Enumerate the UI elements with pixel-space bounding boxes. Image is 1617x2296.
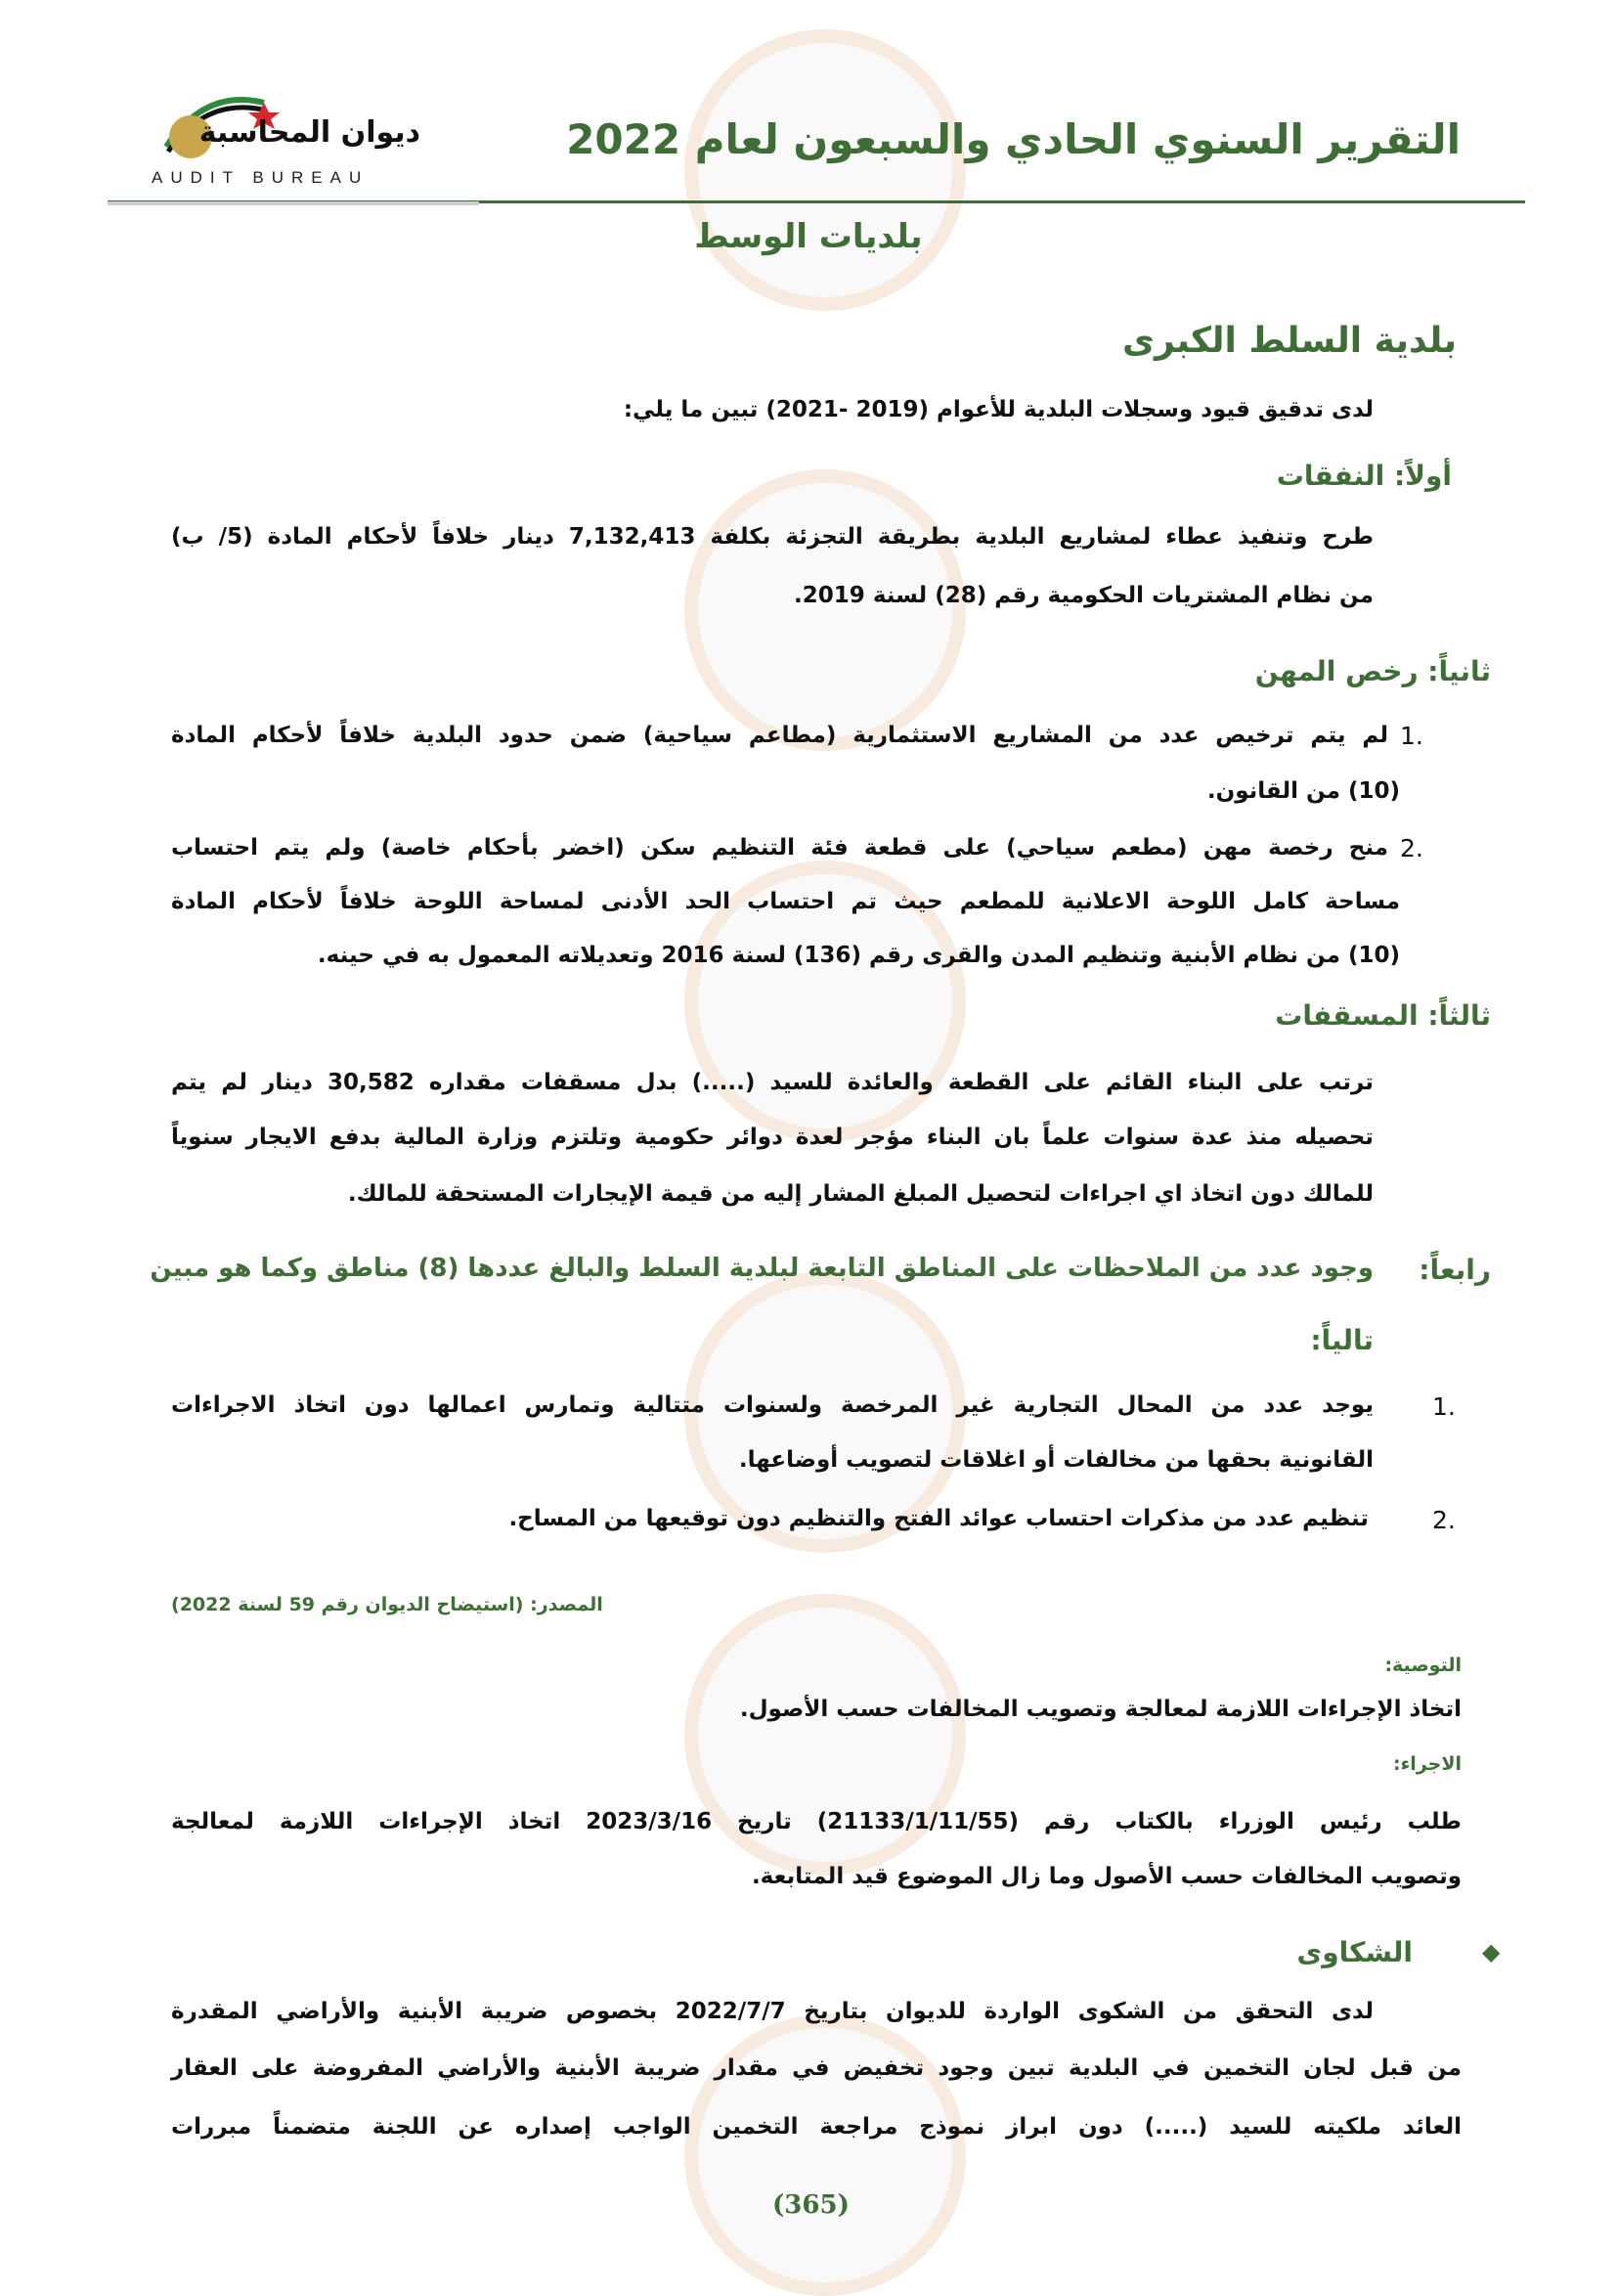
report-title: التقرير السنوي الحادي والسبعون لعام 2022 [566,115,1461,163]
intro-text: لدى تدقيق قيود وسجلات البلدية للأعوام (2019 -2021) تبين ما يلي: [623,397,1374,422]
logo [147,59,420,196]
action-line: طلب رئيس الوزراء بالكتاب رقم (21133/1/11/55) تاريخ 2023/3/16 اتخاذ الإجراءات اللازمة لمعالجة [171,1809,1462,1834]
list-item-line: منح رخصة مهن (مطعم سياحي) على قطعة فئة التنظيم سكن (اخضر بأحكام خاصة) ولم يتم احتساب [171,835,1388,861]
heading-fourth-continued: تالياً: [1310,1324,1374,1356]
paragraph-line: للمالك دون اتخاذ اي اجراءات لتحصيل المبلغ المشار إليه من قيمة الإيجارات المستحقة للمالك. [347,1181,1374,1207]
list-number: 1. [1432,1392,1456,1421]
paragraph-line: تحصيله منذ عدة سنوات علماً بان البناء مؤجر لعدة دوائر حكومية وتلتزم وزارة المالية بدفع الايجار سنوياً [171,1125,1374,1150]
logo-arabic-text: ديوان المحاسبة [198,115,420,150]
list-number: 2. [1400,834,1423,862]
list-number: 2. [1432,1506,1456,1534]
page-number: (365) [772,2190,850,2220]
heading-expenses: أولاً: النفقات [1276,460,1452,492]
heading-professional-licenses: ثانياً: رخص المهن [1254,655,1491,687]
heading-roofed-buildings: ثالثاً: المسقفات [1275,999,1491,1032]
list-item-line: لم يتم ترخيص عدد من المشاريع الاستثمارية (مطاعم سياحية) ضمن حدود البلدية خلافاً لأحكام المادة [171,723,1388,748]
paragraph-line: من نظام المشتريات الحكومية رقم (28) لسنة 2019. [794,583,1374,608]
list-item-line: يوجد عدد من المحال التجارية غير المرخصة ولسنوات متتالية وتمارس اعمالها دون اتخاذ الاجراءات [171,1392,1374,1418]
logo-english-text: AUDIT BUREAU [152,168,370,187]
action-line: وتصويب المخالفات حسب الأصول وما زال الموضوع قيد المتابعة. [751,1864,1462,1889]
list-item-line: (10) من نظام الأبنية وتنظيم المدن والقرى رقم (136) لسنة 2016 وتعديلاته المعمول به في حينه. [317,943,1400,968]
list-item-line: تنظيم عدد من مذكرات احتساب عوائد الفتح والتنظيم دون توقيعها من المساح. [508,1506,1369,1531]
list-number: 1. [1400,722,1423,750]
watermark-clock [684,469,966,751]
paragraph-line: طرح وتنفيذ عطاء لمشاريع البلدية بطريقة التجزئة بكلفة 7,132,413 دينار خلافاً لأحكام المادة (5/ ب) [171,524,1374,550]
municipality-title: بلدية السلط الكبرى [1121,321,1457,361]
section-title: بلديات الوسط [694,217,923,256]
heading-fourth-label: رابعاً: [1419,1254,1491,1286]
complaints-line: من قبل لجان التخمين في البلدية تبين وجود تخفيض في مقدار ضريبة الأبنية والأراضي المفروضة على العقار [171,2055,1462,2081]
header-rule-accent [108,201,479,205]
diamond-bullet-icon: ◆ [1482,1938,1501,1965]
complaints-line: العائد ملكيته للسيد (.....) دون ابراز نموذج مراجعة التخمين الواجب إصداره عن اللجنة متضمناً مبررات [171,2114,1462,2140]
recommendation-label: التوصية: [1384,1655,1462,1676]
watermark-clock [684,29,966,311]
heading-complaints: الشكاوى [1296,1936,1413,1968]
heading-fourth: وجود عدد من الملاحظات على المناطق التابعة لبلدية السلط والبالغ عددها (8) مناطق وكما هو مبين [150,1254,1374,1283]
list-item-line: (10) من القانون. [1206,778,1400,804]
list-item-line: مساحة كامل اللوحة الاعلانية للمطعم حيث تم احتساب الحد الأدنى لمساحة اللوحة خلافاً لأحكام المادة [171,889,1400,914]
recommendation-text: اتخاذ الإجراءات اللازمة لمعالجة وتصويب المخالفات حسب الأصول. [739,1697,1462,1722]
complaints-line: لدى التحقق من الشكوى الواردة للديوان بتاريخ 2022/7/7 بخصوص ضريبة الأبنية والأراضي المقدرة [171,1999,1374,2024]
action-label: الاجراء: [1393,1753,1462,1775]
source-note: المصدر: (استيضاح الديوان رقم 59 لسنة 2022) [171,1594,603,1615]
list-item-line: القانونية بحقها من مخالفات أو اغلاقات لتصويب أوضاعها. [738,1447,1374,1473]
paragraph-line: ترتب على البناء القائم على القطعة والعائدة للسيد (.....) بدل مسقفات مقداره 30,582 دينار لم يتم [171,1070,1374,1095]
